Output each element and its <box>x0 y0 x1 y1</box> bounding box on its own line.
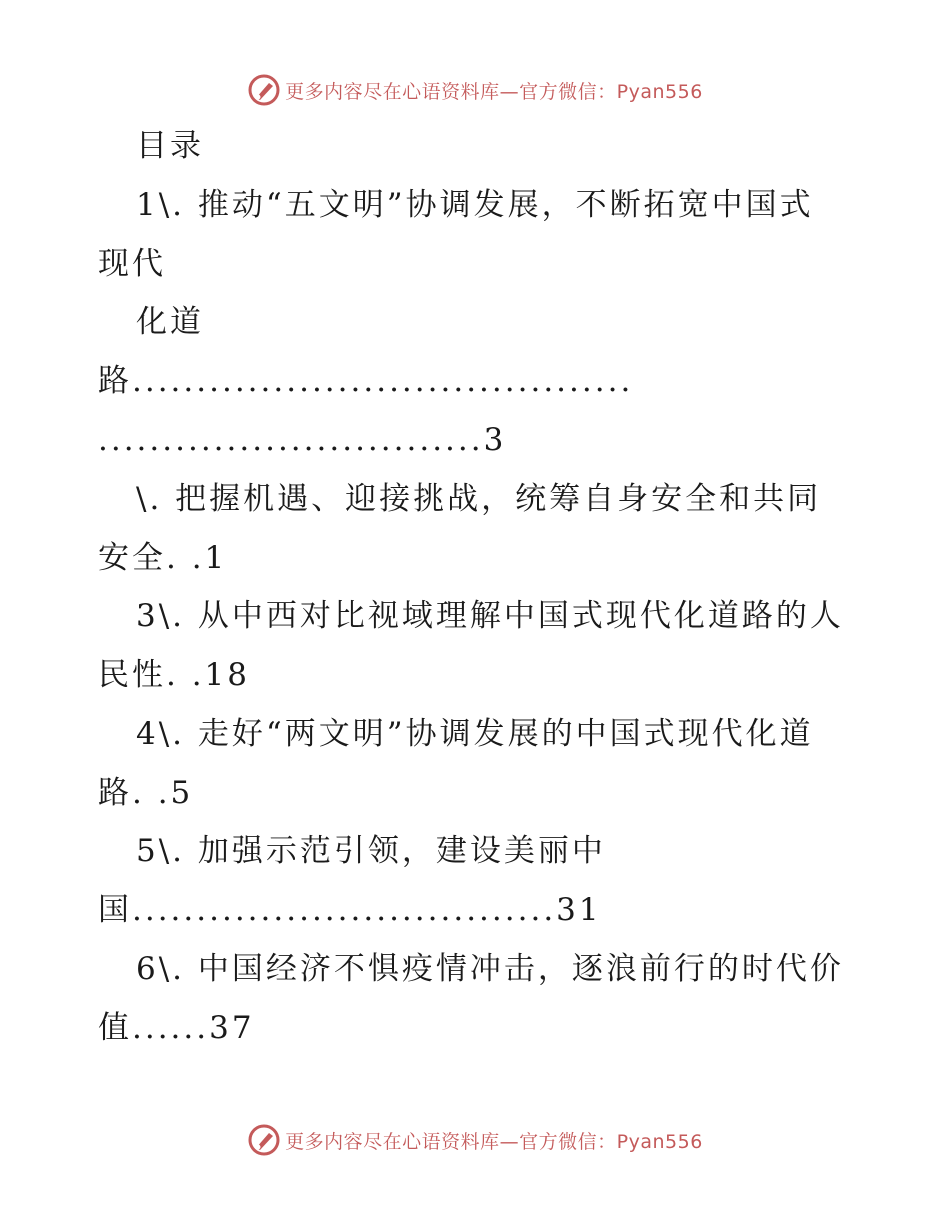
toc-entry-1-line-4: 路....................................... <box>98 363 634 399</box>
pen-logo-icon <box>247 1123 281 1157</box>
toc-entry-1-line-2: 现代 <box>98 246 166 282</box>
toc-entry-2-line-1: \. 把握机遇、迎接挑战，统筹自身安全和共同 <box>136 481 822 517</box>
toc-entry-5-line-2: 国.................................31 <box>98 892 602 928</box>
toc-entry-1-line-1: 1\. 推动“五文明”协调发展，不断拓宽中国式 <box>136 187 814 223</box>
footer-watermark <box>0 1120 950 1160</box>
toc-entry-4-line-1: 4\. 走好“两文明”协调发展的中国式现代化道 <box>136 716 814 752</box>
header-watermark <box>0 70 950 110</box>
toc-entry-3-line-1: 3\. 从中西对比视域理解中国式现代化道路的人 <box>136 598 844 634</box>
toc-title: 目录 <box>136 128 204 164</box>
toc-entry-1-page: ..............................3 <box>98 422 507 458</box>
toc-entry-3-line-2: 民性. .18 <box>98 657 251 693</box>
header-watermark-text: 更多内容尽在心语资料库—官方微信：Pyan556 <box>285 80 703 103</box>
pen-logo-icon <box>247 73 281 107</box>
toc-entry-1-line-3: 化道 <box>136 304 204 340</box>
footer-watermark-text: 更多内容尽在心语资料库—官方微信：Pyan556 <box>285 1130 703 1153</box>
toc-entry-6-line-1: 6\. 中国经济不惧疫情冲击，逐浪前行的时代价 <box>136 951 844 987</box>
toc-entry-5-line-1: 5\. 加强示范引领，建设美丽中 <box>136 833 606 869</box>
toc-entry-6-line-2: 值......37 <box>98 1010 255 1046</box>
toc-entry-2-line-2: 安全. .1 <box>98 540 228 576</box>
toc-entry-4-line-2: 路. .5 <box>98 775 194 811</box>
